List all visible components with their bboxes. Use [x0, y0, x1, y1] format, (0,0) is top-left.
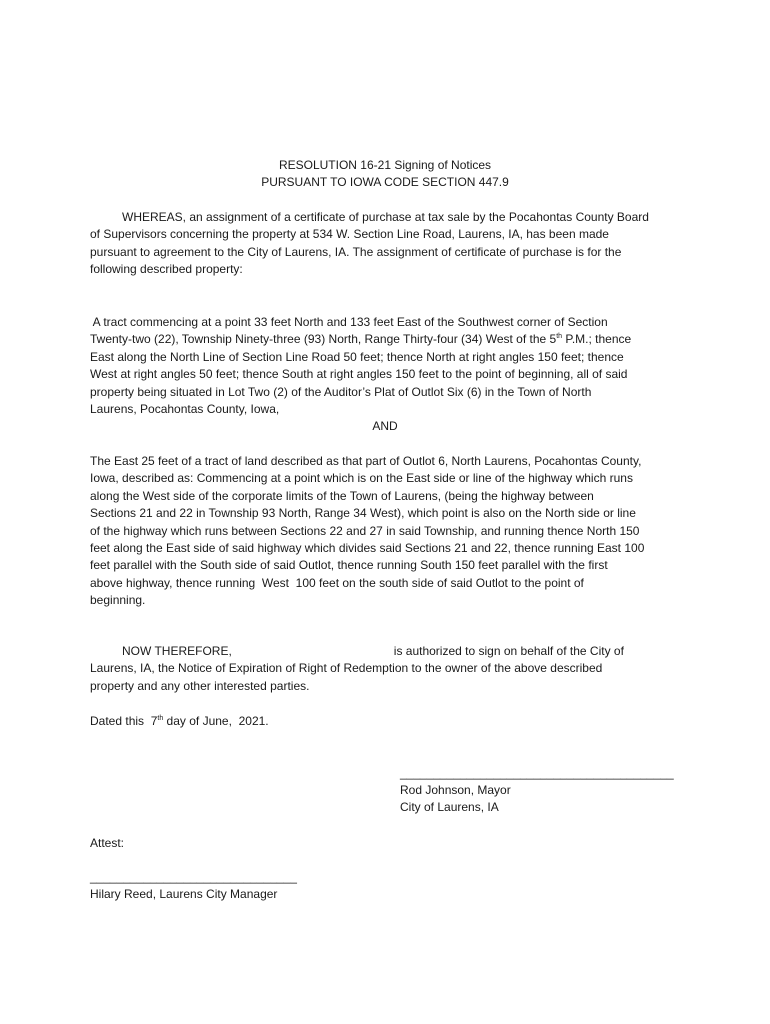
dated-text — [90, 713, 680, 730]
resolution-title — [0, 157, 770, 192]
whereas-paragraph — [90, 209, 680, 279]
tract1-line: West at right angles 50 feet; thence South at right angles 150 feet to the point of beginning, all of said — [90, 367, 628, 382]
tract1-line: East along the North Line of Section Line Road 50 feet; thence North at right angles 150 feet; thence — [90, 349, 624, 364]
tract2-line: Sections 21 and 22 in Township 93 North, Range 34 West), which point is also on the North side or line — [90, 506, 636, 521]
dated-post: day of June, 2021. — [163, 714, 269, 728]
dated-sup: th — [157, 715, 164, 722]
mayor-name: Rod Johnson, Mayor — [400, 783, 511, 797]
tract2-line: The East 25 feet of a tract of land described as that part of Outlot 6, North Laurens, Pocahontas County, — [90, 454, 642, 468]
mayor-org: City of Laurens, IA — [400, 800, 499, 815]
whereas-line: WHEREAS, an assignment of a certificate of purchase at tax sale by the Pocahontas County Board — [122, 210, 649, 224]
attest-signature-block — [90, 869, 680, 903]
attest-signature-line: _______________________________ — [90, 870, 297, 884]
now-therefore-line — [90, 643, 680, 660]
tract-description-1 — [90, 314, 680, 418]
and-text: AND — [372, 419, 398, 433]
tract1-line: Laurens, Pocahontas County, Iowa, — [90, 402, 280, 417]
title-line-2: PURSUANT TO IOWA CODE SECTION 447.9 — [261, 175, 509, 190]
dated-pre: Dated this 7 — [90, 714, 158, 728]
tract1-line2-post: P.M.; thence — [562, 332, 632, 347]
tract2-line: along the West side of the corporate limits of the Town of Laurens, (being the highway between — [90, 488, 594, 503]
tract2-line: feet along the East side of said highway which divides said Sections 21 and 22, thence running East 100 — [90, 541, 645, 556]
tract2-line: Iowa, described as: Commencing at a point which is on the East side or line of the highway which runs — [90, 471, 633, 486]
now-therefore-lead: NOW THEREFORE, — [122, 644, 232, 658]
tract1-line2-pre: Twenty-two (22), Township Ninety-three (93) North, Range Thirty-four (34) West of the 5 — [90, 332, 557, 347]
whereas-line: of Supervisors concerning the property at 534 W. Section Line Road, Laurens, IA, has been made — [90, 227, 609, 242]
tract1-line — [90, 331, 680, 348]
attest-name: Hilary Reed, Laurens City Manager — [90, 887, 278, 901]
whereas-line: following described property: — [90, 262, 243, 277]
whereas-line: pursuant to agreement to the City of Laurens, IA. The assignment of certificate of purchase is for the — [90, 244, 622, 259]
tract-description-2 — [90, 453, 680, 610]
tract1-line2-sup: th — [556, 333, 563, 341]
attest-label: Attest: — [90, 836, 125, 850]
now-therefore-tail: is authorized to sign on behalf of the City of — [393, 644, 624, 658]
tract1-line: property being situated in Lot Two (2) of the Auditor’s Plat of Outlot Six (6) in the Town of North — [90, 384, 592, 399]
dated-line — [90, 713, 680, 730]
mayor-signature-block — [400, 765, 700, 817]
tract2-line: beginning. — [90, 593, 146, 608]
now-therefore-paragraph — [90, 643, 680, 695]
tract2-line: feet parallel with the South side of said Outlot, thence running South 150 feet parallel with the first — [90, 558, 608, 573]
and-separator — [0, 418, 770, 435]
now-therefore-line: Laurens, IA, the Notice of Expiration of Right of Redemption to the owner of the above described — [90, 661, 603, 676]
mayor-signature-line: _________________________________________ — [400, 766, 674, 780]
tract2-line: above highway, thence running West 100 feet on the south side of said Outlot to the point of — [90, 575, 584, 590]
title-line-1: RESOLUTION 16-21 Signing of Notices — [278, 158, 492, 172]
now-therefore-line: property and any other interested parties. — [90, 678, 310, 693]
attest-label-block — [90, 835, 680, 852]
tract1-line: A tract commencing at a point 33 feet North and 133 feet East of the Southwest corner of Section — [90, 315, 608, 329]
tract2-line: of the highway which runs between Sections 22 and 27 in said Township, and running thence North 150 — [90, 523, 640, 538]
